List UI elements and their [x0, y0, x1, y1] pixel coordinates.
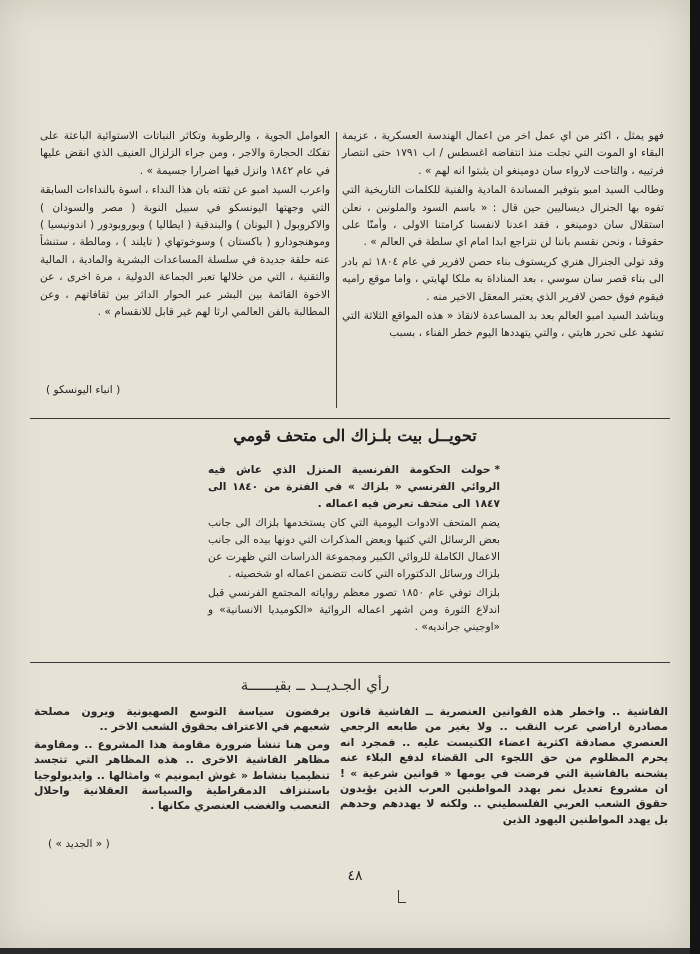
opinion-column-left [34, 704, 330, 816]
article-paragraph: وطالب السيد امبو بتوفير المساندة المادية والفنية للكلمات التاريخية التي تفوه بها الجنرال ديساليين حين قال : « باسم السود والملونين ، نعلن استقلال سان دومينغو ، فقد اعدنا لانفسنا كرامتنا الاولى ، وأمنّا على حقوقنا ، ونحن نقسم باننا لن نتراجع ابدا امام اي سلطة في العالم » . [342, 184, 664, 249]
article-paragraph: بلزاك توفي عام ١٨٥٠ تصور معظم رواياته المجتمع الفرنسي قبل اندلاع الثورة ومن اشهر اعماله الروائية «الكوميديا الانسانية» و «اوجيني جرانديه» . [208, 587, 500, 633]
article-paragraph: وقد تولى الجنرال هنري كريستوف بناء حصن لافرير في عام ١٨٠٤ ثم بادر الى بناء قصر سان سوسي ، بعد المناداة به ملكا لهايتي ، واما موقع راميه فيقوم فوق حصن لافرير الذي يعتبر المعقل الاخير منه . [342, 255, 664, 303]
unesco-article-column-right [342, 128, 664, 345]
page-number: ٤٨ [347, 868, 363, 884]
article-paragraph: ومن هنا تنشأ ضرورة مقاومة هذا المشروع .. ومقاومة مظاهر الفاشية الاخرى .. هذه المظاهر التي تتجسد تنظيميا بنشاط « غوش ايمونيم » وامثالها .. وايديولوجيا باستنزاف الدمقراطية والسياسة العقلانية واحلال التعصب والغضب العنصري مكانها . [34, 737, 330, 813]
unesco-source-credit: ( انباء اليونسكو ) [46, 384, 121, 396]
article-paragraph: ويناشد السيد امبو العالم بعد بد المساعدة لانقاذ « هذه المواقع الثلاثة التي تشهد على تحرر هايتي ، والتي يتهددها اليوم خطر الفناء ، بسبب [342, 310, 664, 340]
unesco-article-column-left [40, 128, 330, 323]
print-corner-mark [398, 890, 406, 903]
opinion-continuation-title: رأي الجـديــد ــ بقيــــــة [240, 676, 390, 694]
section-divider [30, 418, 670, 419]
article-paragraph: الفاشية .. واخطر هذه القوانين العنصرية ــ الفاشية قانون مصادرة اراضي عرب النقب .. ولا يغير من طابعه الرجعي العنصري مصادقة اكثرية اعضاء الكنيست عليه .. فمجرد انه يحرم المظلوم من حق اللجوء الى القضاء لدفع البلاء عنه يشحنه بالفاشية التي فرضت في يومها « قوانين شرعية » ! ان مشروع تعديل نمر يهدد المواطنين العرب الذين يؤيدون حقوق الشعب العربي الفلسطيني .. ولكنه لا يهددهم وحدهم بل يهدد المواطنين اليهود الذين [340, 705, 668, 826]
balzac-lead-paragraph [208, 462, 500, 513]
article-paragraph: فهو يمثل ، اكثر من اي عمل اخر من اعمال الهندسة العسكرية ، عزيمة البقاء او الموت التي تجلت منذ انتفاضه اغسطس / اب ١٧٩١ حتى انتصار فرتييه ، والتاحت لارواء سان دومينغو ان يثبتوا انه لهم » . [342, 130, 664, 177]
column-divider [336, 132, 337, 408]
section-divider [30, 662, 670, 663]
opinion-source-credit: ( « الجديد » ) [48, 838, 110, 850]
balzac-article-title: تحويــل بيت بلـزاك الى متحف قومي [233, 426, 477, 445]
article-paragraph: يضم المتحف الادوات اليومية التي كان يستخدمها بلزاك الى جانب بعض الرسائل التي كتبها وبعض المذكرات التي دونها بيده الى جانب الاعمال الكاملة للروائي الكبير ومجموعة الدراسات التي ظهرت عن بلزاك ورسائل الدكتوراه التي كانت تتضمن اعماله او شخصيته . [208, 517, 500, 580]
article-paragraph: يرفضون سياسة التوسع الصهيونية ويرون مصلحة شعبهم في الاعتراف بحقوق الشعب الاخر .. [34, 705, 330, 734]
article-paragraph: العوامل الجوية ، والرطوبة وتكاثر النباتات الاستوائية الباعثة على تفكك الحجارة والاجر ، ومن جراء الزلزال العنيف الذي انقض عليها في عام ١٨٤٢ وانزل فيها اضرارا جسيمة » . [40, 130, 330, 177]
article-paragraph: واعرب السيد امبو عن ثقته بان هذا النداء ، اسوة بالنداءات السابقة التي وجهتها اليونسكو في سبيل النوبة ( مصر والسودان ) والاكروبول ( اليونان ) والبندقية ( ايطاليا ) وبوروبودور ( اندونيسيا ) وموهنجودارو ( باكستان ) وسوخوتهاي ( تايلند ) ، ومالطة ، ستنشأ عنه حلقة جديدة في سلسلة المساعدات البشرية والمادية ، المالية والتقنية ، التي من خلالها تعبر الجماعة الدولية ، مرة اخرى ، عن الاخوة القائمة بين البشر عبر الحوار الدائر بين ثقافاتهم ، وعن المطالبة بالفن العالمي ارثا لهم غير قابل للانقسام » . [40, 184, 330, 319]
star-bullet-icon: * [494, 464, 500, 476]
opinion-column-right [340, 704, 668, 829]
scan-border [690, 0, 700, 954]
balzac-lead-text: حولت الحكومة الفرنسية المنزل الذي عاش فيه الروائي الفرنسي « بلزاك » في الفترة من ١٨٤٠ الى ١٨٤٧ الى متحف تعرض فيه اعماله . [208, 464, 501, 510]
balzac-article-body [208, 462, 500, 638]
